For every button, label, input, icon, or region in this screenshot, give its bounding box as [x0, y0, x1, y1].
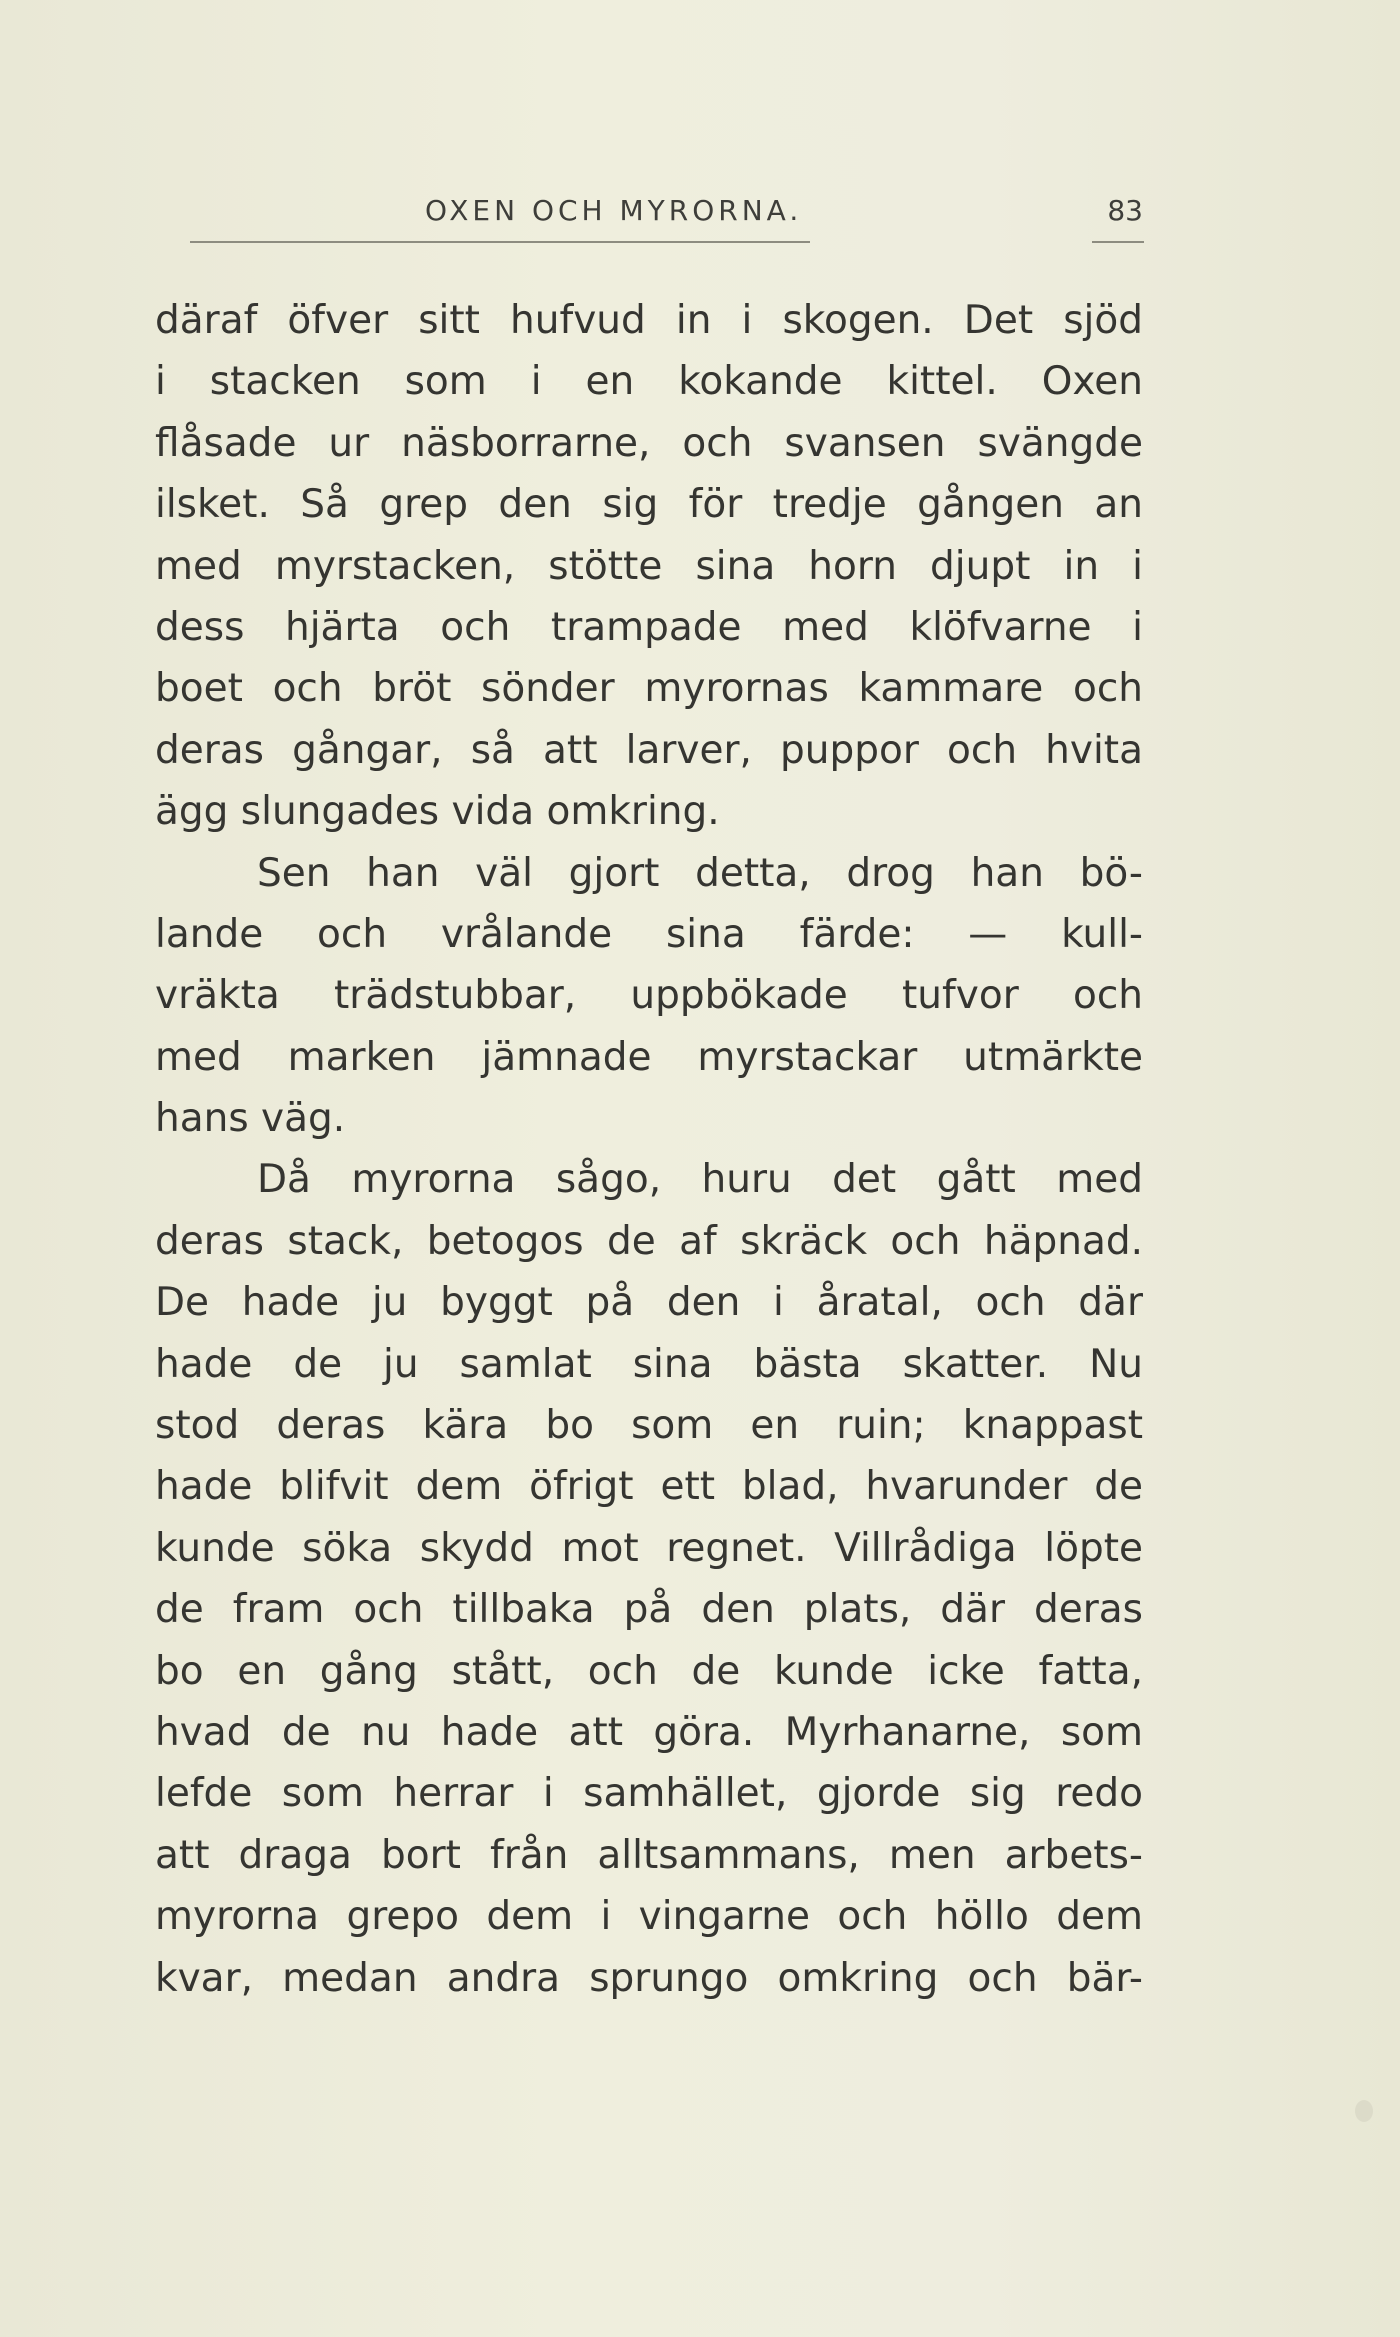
text-line: bo en gång stått, och de kunde icke fatta, [155, 1648, 1143, 1694]
text-line: stod deras kära bo som en ruin; knappast [155, 1403, 1143, 1449]
text-line: deras stack, betogos de af skräck och häpnad. [155, 1218, 1143, 1264]
body-text [155, 290, 1143, 2009]
text-line: däraf öfver sitt hufvud in i skogen. Det sjöd [155, 298, 1143, 343]
paper-speck [1355, 2100, 1373, 2122]
text-line: att draga bort från alltsammans, men arbets- [155, 1832, 1143, 1878]
text-line: hvad de nu hade att göra. Myrhanarne, som [155, 1709, 1143, 1755]
paragraph-start-line: Sen han väl gjort detta, drog han bö- [257, 850, 1143, 896]
text-line: med myrstacken, stötte sina horn djupt in i [155, 543, 1143, 589]
text-line: hade de ju samlat sina bästa skatter. Nu [155, 1341, 1143, 1387]
text-line: deras gångar, så att larver, puppor och hvita [155, 727, 1143, 773]
text-line: vräkta trädstubbar, uppbökade tufvor och [155, 973, 1143, 1019]
text-line: myrorna grepo dem i vingarne och höllo dem [155, 1894, 1143, 1940]
text-line: med marken jämnade myrstackar utmärkte [155, 1034, 1143, 1080]
running-head [155, 186, 1143, 236]
text-line: ägg slungades vida omkring. [155, 789, 720, 835]
text-line: hade blifvit dem öfrigt ett blad, hvarunder de [155, 1464, 1143, 1510]
text-line: kunde söka skydd mot regnet. Villrådiga löpte [155, 1525, 1143, 1571]
header-rule-right [1092, 241, 1144, 243]
text-line: boet och bröt sönder myrornas kammare och [155, 666, 1143, 712]
paragraph-start-line: Då myrorna sågo, huru det gått med [257, 1157, 1143, 1203]
text-line: i stacken som i en kokande kittel. Oxen [155, 359, 1143, 405]
text-line: flåsade ur näsborrarne, och svansen svängde [155, 420, 1143, 466]
page-number: 83 [1107, 194, 1143, 227]
header-rule [190, 241, 810, 243]
text-line: lande och vrålande sina färde: — kull- [155, 911, 1143, 957]
text-line: ilsket. Så grep den sig för tredje gången an [155, 482, 1143, 528]
text-line: De hade ju byggt på den i åratal, och där [155, 1280, 1143, 1326]
text-line: kvar, medan andra sprungo omkring och bär- [155, 1955, 1143, 2001]
text-line: lefde som herrar i samhället, gjorde sig redo [155, 1771, 1143, 1817]
text-line: hans väg. [155, 1096, 346, 1142]
text-line: dess hjärta och trampade med klöfvarne i [155, 604, 1143, 650]
text-line: de fram och tillbaka på den plats, där deras [155, 1587, 1143, 1633]
running-title: OXEN OCH MYRORNA. [425, 194, 803, 227]
